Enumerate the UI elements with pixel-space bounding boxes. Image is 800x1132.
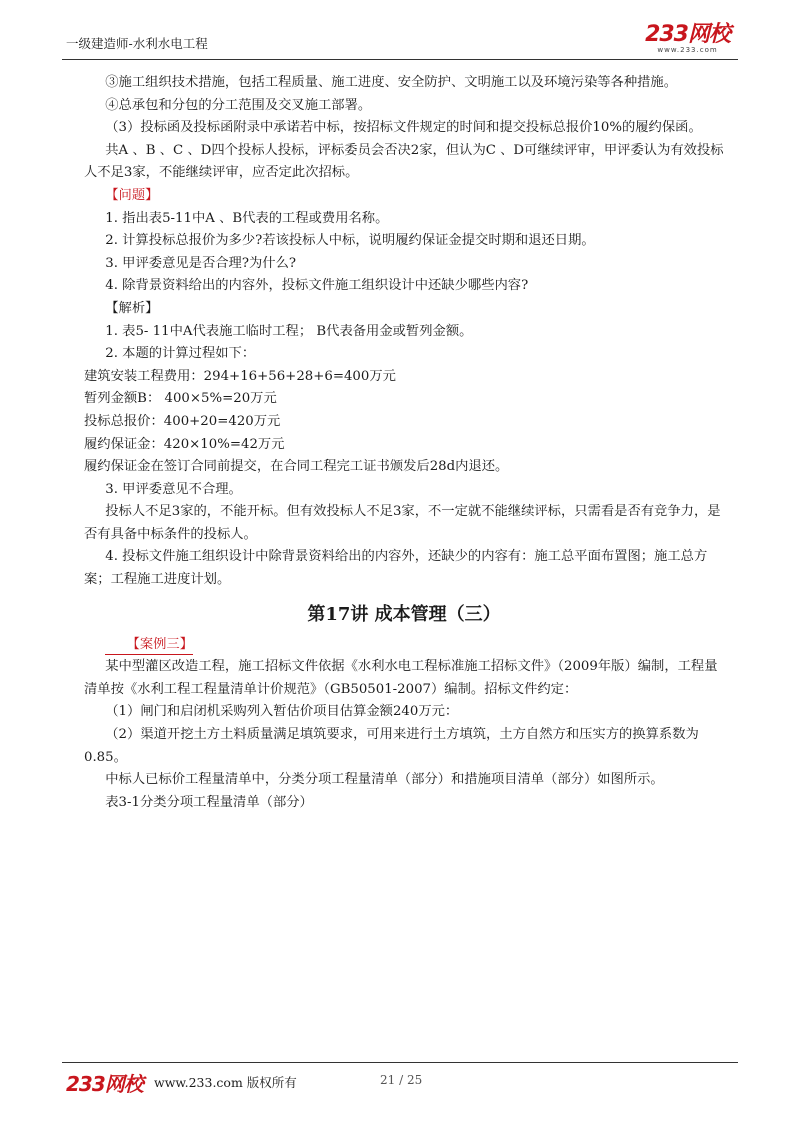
paragraph-measures: ③施工组织技术措施，包括工程质量、施工进度、安全防护、文明施工以及环境污染等各种措施。 [105,75,678,90]
answer-3-detail: 投标人不足3家的，不能开标。但有效投标人不足3家，不一定就不能继续评标，只需看是否有竞争力，是否有具备中标条件的投标人。 [84,504,721,542]
calc-construction-cost: 建筑安装工程费用：294+16+56+28+6=400万元 [84,368,396,384]
paragraph-bidders: 共A 、B 、C 、D四个投标人投标，评标委员会否决2家，但认为C 、D可继续评审，甲评委认为有效投标人不足3家，不能继续评审，应否定此次招标。 [84,142,724,181]
case-paragraph-4: 中标人已标价工程量清单中，分类分项工程量清单（部分）和措施项目清单（部分）如图所示。 [105,772,664,788]
footer-rule [62,1062,738,1063]
course-title: 一级建造师-水利水电工程 [66,36,208,51]
header-rule [62,59,738,60]
lesson-title: 第17讲 成本管理（三） [307,603,501,625]
table-caption: 表3-1分类分项工程量清单（部分） [105,794,313,810]
answer-3: 3. 甲评委意见不合理。 [105,481,242,497]
question-1: 1. 指出表5-11中A 、B代表的工程或费用名称。 [105,210,389,226]
calc-total-bid: 投标总报价：400+20=420万元 [84,413,281,429]
footer-logo: 233网校 [66,1072,143,1096]
calc-bond-timing: 履约保证金在签订合同前提交，在合同工程完工证书颁发后28d内退还。 [84,459,509,475]
calc-performance-bond: 履约保证金：420×10%=42万元 [84,436,285,452]
logo-url: www.233.com [657,46,718,54]
case-paragraph-2: （1）闸门和启闭机采购列入暂估价项目估算金额240万元： [105,704,459,720]
page-number: 21 / 25 [380,1073,423,1087]
copyright-text: www.233.com 版权所有 [154,1075,297,1090]
case-paragraph-1: 某中型灌区改造工程，施工招标文件依据《水利水电工程标准施工招标文件》（2009年版）编制，工程量清单按《水利工程工程量清单计价规范》（GB50501-2007）编制。招标文件约定： [84,659,718,697]
page-footer [62,1062,738,1106]
document-body [84,72,724,814]
analysis-heading: 【解析】 [105,300,159,316]
question-2: 2. 计算投标总报价为多少?若该投标人中标，说明履约保证金提交时期和退还日期。 [105,233,595,249]
case-label: 【案例三】 [105,636,193,655]
questions-heading: 【问题】 [105,187,159,203]
paragraph-subcontract: ④总承包和分包的分工范围及交叉施工部署。 [105,97,372,113]
case-paragraph-3: （2）渠道开挖土方土料质量满足填筑要求，可用来进行土方填筑，土方自然方和压实方的换算系数为0.85。 [84,727,699,765]
question-4: 4. 除背景资料给出的内容外，投标文件施工组织设计中还缺少哪些内容? [105,278,529,294]
logo-text: 233网校 [645,22,730,47]
answer-2: 2. 本题的计算过程如下： [105,346,256,362]
answer-1: 1. 表5- 11中A代表施工临时工程； B代表备用金或暂列金额。 [105,323,473,339]
paragraph-guarantee: （3）投标函及投标函附录中承诺若中标，按招标文件规定的时间和提交投标总报价10%的履约保函。 [105,120,702,136]
brand-logo [645,24,730,54]
question-3: 3. 甲评委意见是否合理?为什么? [105,255,296,271]
calc-provisional-sum: 暂列金额B： 400×5%=20万元 [84,391,277,407]
page-header [62,22,738,60]
answer-4: 4. 投标文件施工组织设计中除背景资料给出的内容外，还缺少的内容有：施工总平面布置图；施工总方案；工程施工进度计划。 [84,549,708,588]
